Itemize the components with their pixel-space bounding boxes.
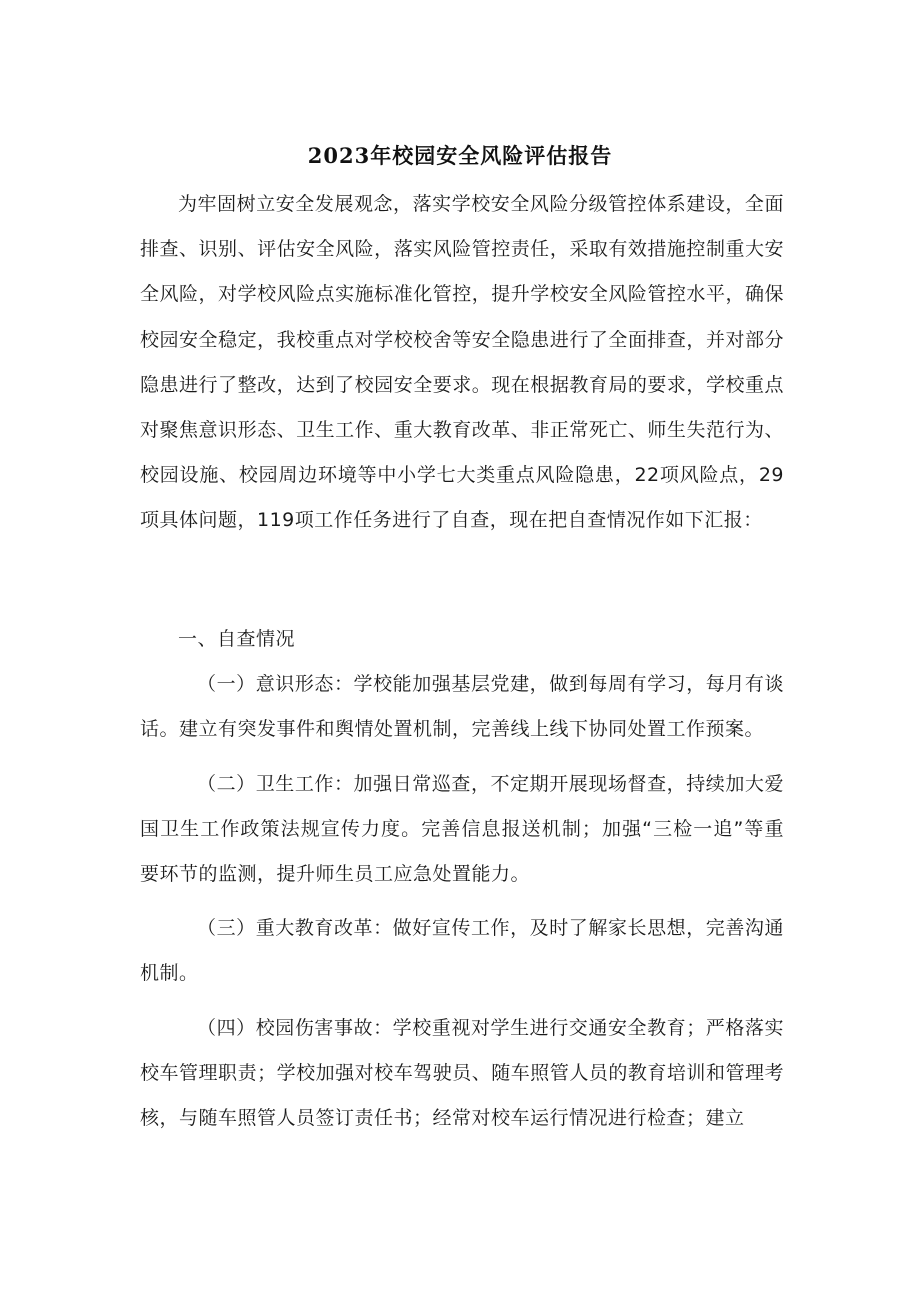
intro-block: [140, 182, 784, 544]
subsection-paragraph: （三）重大教育改革：做好宣传工作，及时了解家长思想，完善沟通机制。: [140, 917, 784, 985]
subsection-paragraph: （四）校园伤害事故：学校重视对学生进行交通安全教育；严格落实校车管理职责；学校加强对校车驾驶员、随车照管人员的教育培训和管理考核，与随车照管人员签订责任书；经常对校车运行情况进行检查；建立: [140, 1017, 784, 1130]
section-heading: 一、自查情况: [178, 628, 296, 650]
subsection-paragraph: （二）卫生工作：加强日常巡查，不定期开展现场督查，持续加大爱国卫生工作政策法规宣传力度。完善信息报送机制；加强“三检一追”等重要环节的监测，提升师生员工应急处置能力。: [140, 773, 784, 886]
document-title: 2023年校园安全风险评估报告: [307, 143, 613, 168]
subsection-1-block: [140, 662, 784, 752]
section-heading-block: [140, 617, 784, 662]
intro-paragraph: 为牢固树立安全发展观念，落实学校安全风险分级管控体系建设，全面排查、识别、评估安全风险，落实风险管控责任，采取有效措施控制重大安全风险，对学校风险点实施标准化管控，提升学校安全风险管控水平，确保校园安全稳定，我校重点对学校校舍等安全隐患进行了全面排查，并对部分隐患进行了整改，达到了校园安全要求。现在根据教育局的要求，学校重点对聚焦意识形态、卫生工作、重大教育改革、非正常死亡、师生失范行为、校园设施、校园周边环境等中小学七大类重点风险隐患，22项风险点，29项具体问题，119项工作任务进行了自查，现在把自查情况作如下汇报：: [140, 193, 784, 532]
subsection-paragraph: （一）意识形态：学校能加强基层党建，做到每周有学习，每月有谈话。建立有突发事件和舆情处置机制，完善线上线下协同处置工作预案。: [140, 673, 784, 741]
subsection-2-block: [140, 762, 784, 898]
subsection-4-block: [140, 1006, 784, 1142]
subsection-3-block: [140, 906, 784, 996]
